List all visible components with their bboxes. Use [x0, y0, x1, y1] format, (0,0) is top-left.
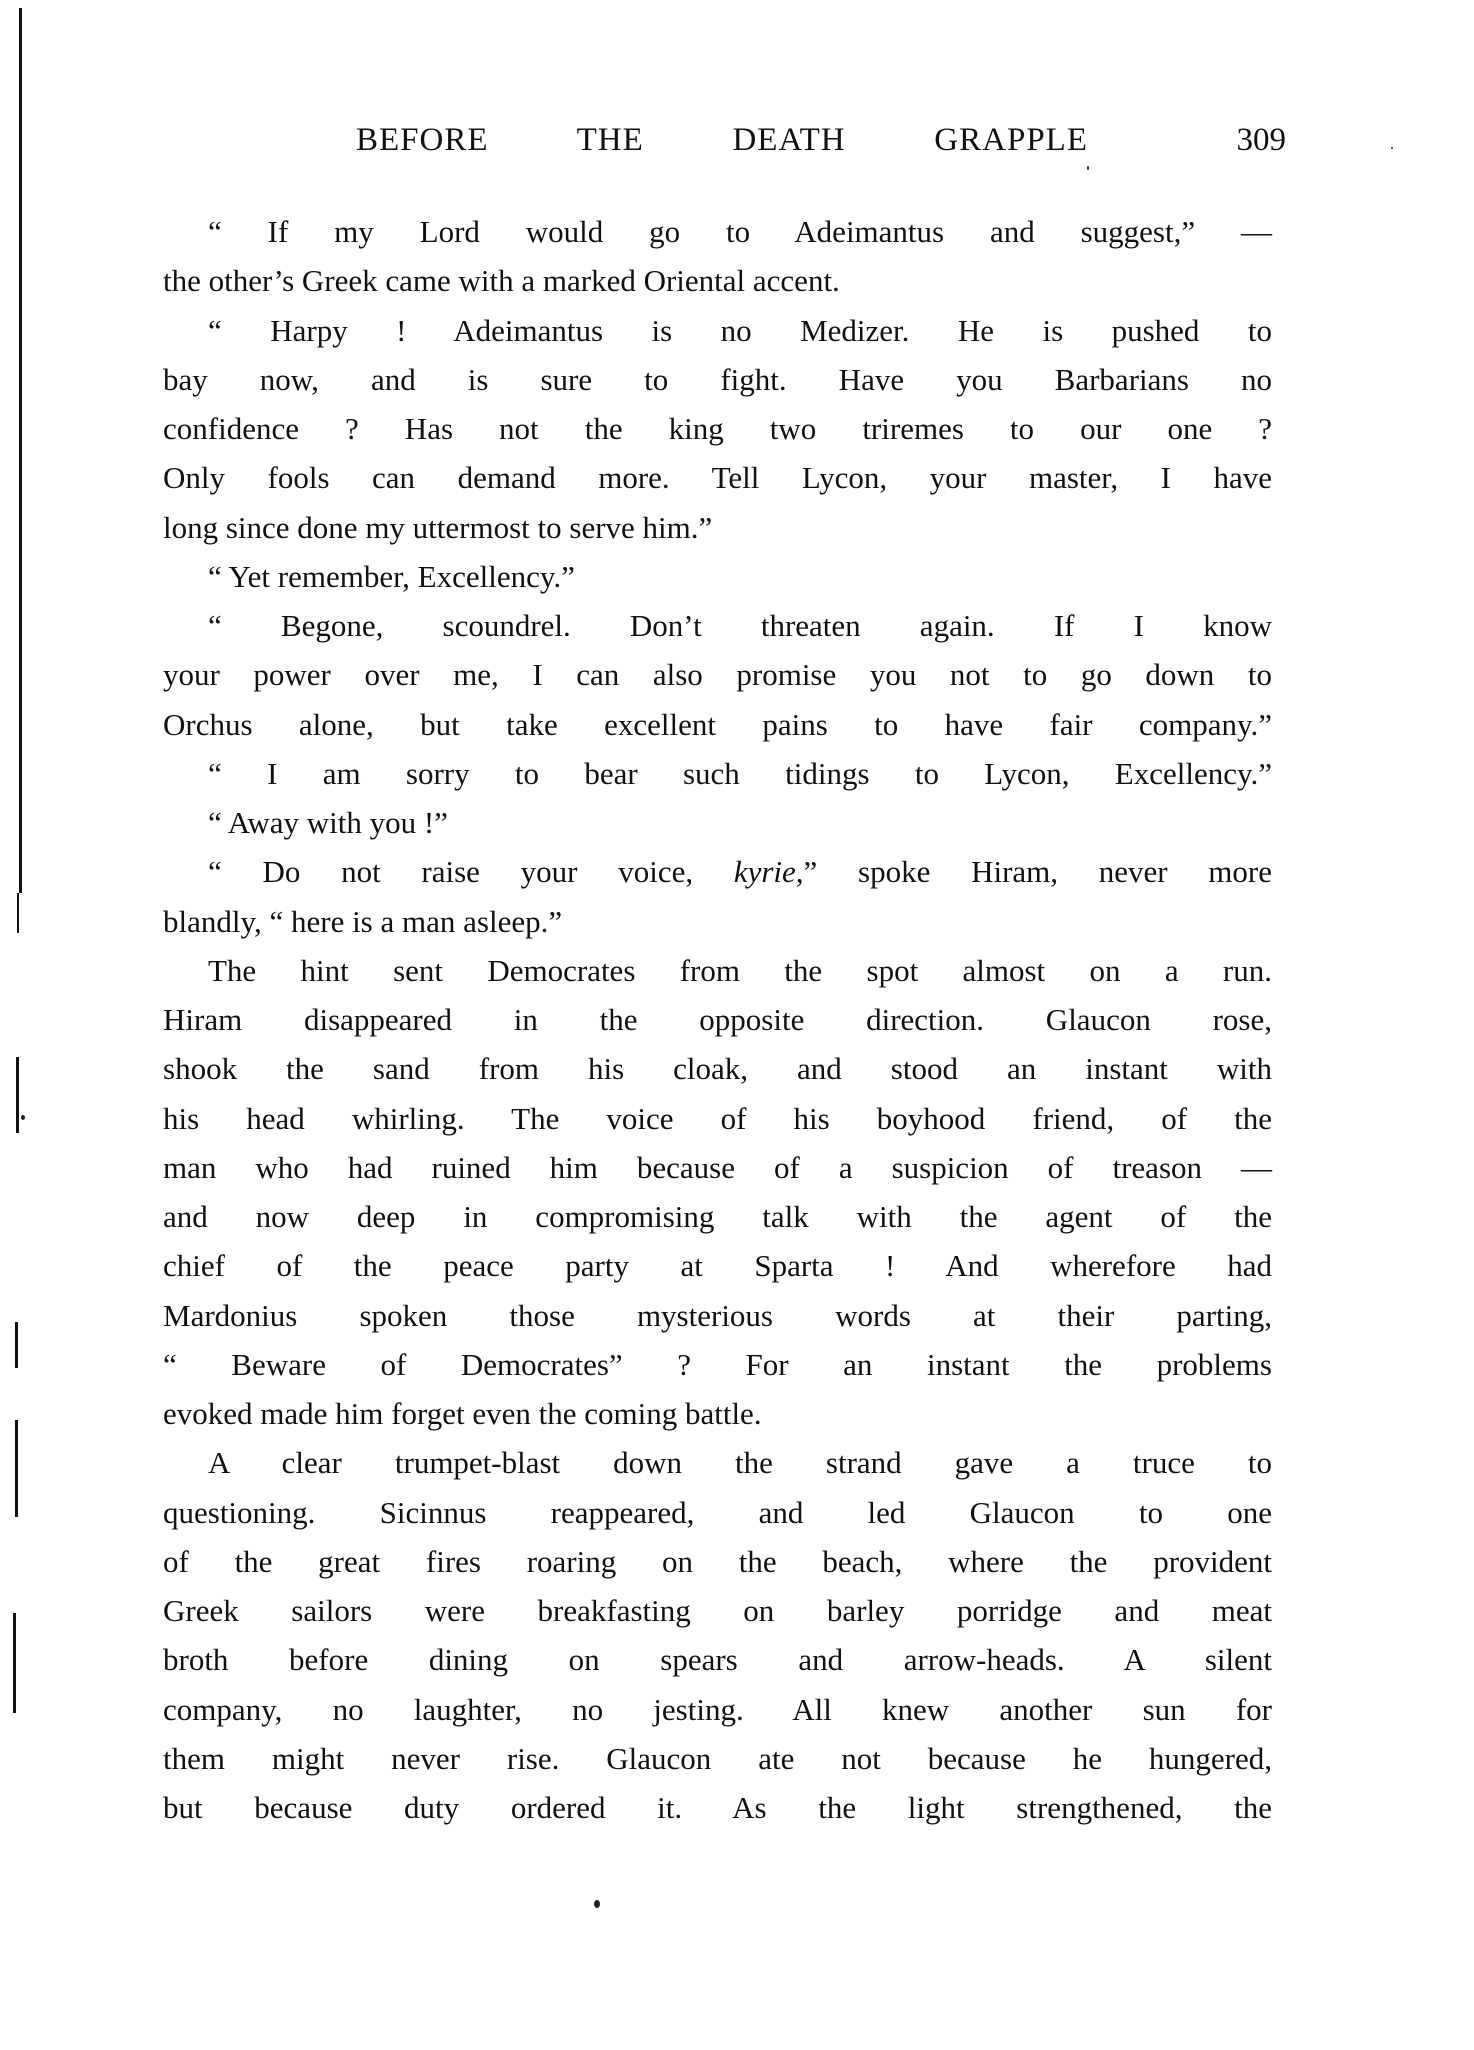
text-line: “ If my Lord would go to Adeimantus and suggest,” — — [208, 214, 1272, 249]
scan-speck — [1391, 147, 1393, 149]
text-line: chief of the peace party at Sparta ! And wherefore had — [163, 1248, 1272, 1284]
scan-speck — [1087, 166, 1089, 170]
scan-edge-line — [13, 1613, 16, 1713]
text-line: long since done my uttermost to serve him.” — [163, 509, 713, 545]
text-run: “ Do not raise your voice, — [208, 854, 734, 890]
text-line: Hiram disappeared in the opposite direction. Glaucon rose, — [163, 1002, 1272, 1037]
text-line: “ Away with you !” — [208, 805, 448, 840]
page-number: 309 — [1236, 122, 1286, 158]
text-line: shook the sand from his cloak, and stood an instant with — [163, 1051, 1272, 1087]
scan-edge-line — [16, 1057, 19, 1133]
text-line: “ Yet remember, Excellency.” — [208, 558, 575, 594]
scan-edge-line — [19, 8, 22, 893]
text-line: “ Beware of Democrates” ? For an instant the problems — [163, 1346, 1272, 1382]
scan-speck — [594, 1900, 600, 1908]
running-title: BEFORE THE DEATH GRAPPLE — [356, 122, 1088, 158]
scan-speck — [21, 1115, 25, 1120]
text-line: of the great fires roaring on the beach, where the provident — [163, 1543, 1272, 1579]
text-line: and now deep in compromising talk with the agent of the — [163, 1199, 1272, 1234]
text-line: his head whirling. The voice of his boyhood friend, of the — [163, 1100, 1272, 1136]
text-line: Orchus alone, but take excellent pains to have fair company.” — [163, 706, 1272, 742]
scan-edge-line — [15, 1420, 18, 1517]
text-line: Only fools can demand more. Tell Lycon, your master, I have — [163, 460, 1272, 496]
text-line: Mardonius spoken those mysterious words at their parting, — [163, 1297, 1272, 1333]
text-line — [208, 852, 1272, 892]
text-line: company, no laughter, no jesting. All knew another sun for — [163, 1691, 1272, 1727]
text-line: Greek sailors were breakfasting on barley porridge and meat — [163, 1593, 1272, 1628]
text-line: but because duty ordered it. As the light strengthened, the — [163, 1790, 1272, 1825]
text-line: “ Begone, scoundrel. Don’t threaten again. If I know — [208, 608, 1272, 643]
text-line: bay now, and is sure to fight. Have you Barbarians no — [163, 361, 1272, 397]
text-line: evoked made him forget even the coming battle. — [163, 1396, 762, 1431]
text-line: the other’s Greek came with a marked Oriental accent. — [163, 263, 840, 299]
text-line: broth before dining on spears and arrow-heads. A silent — [163, 1642, 1272, 1678]
text-line: “ I am sorry to bear such tidings to Lycon, Excellency.” — [208, 755, 1272, 791]
text-line: The hint sent Democrates from the spot almost on a run. — [208, 952, 1272, 988]
text-line: confidence ? Has not the king two triremes to our one ? — [163, 411, 1272, 446]
text-line: A clear trumpet-blast down the strand gave a truce to — [208, 1445, 1272, 1481]
text-line: questioning. Sicinnus reappeared, and led Glaucon to one — [163, 1494, 1272, 1530]
text-line: your power over me, I can also promise you not to go down to — [163, 657, 1272, 693]
text-run: ” spoke Hiram, never more — [803, 854, 1272, 890]
scan-edge-line — [17, 893, 19, 933]
scan-edge-line — [15, 1322, 18, 1368]
text-line: “ Harpy ! Adeimantus is no Medizer. He is pushed to — [208, 312, 1272, 348]
text-line: man who had ruined him because of a suspicion of treason — — [163, 1149, 1272, 1185]
italic-word: kyrie, — [733, 854, 804, 890]
text-line: them might never rise. Glaucon ate not because he hungered, — [163, 1740, 1272, 1776]
text-line: blandly, “ here is a man asleep.” — [163, 903, 563, 939]
